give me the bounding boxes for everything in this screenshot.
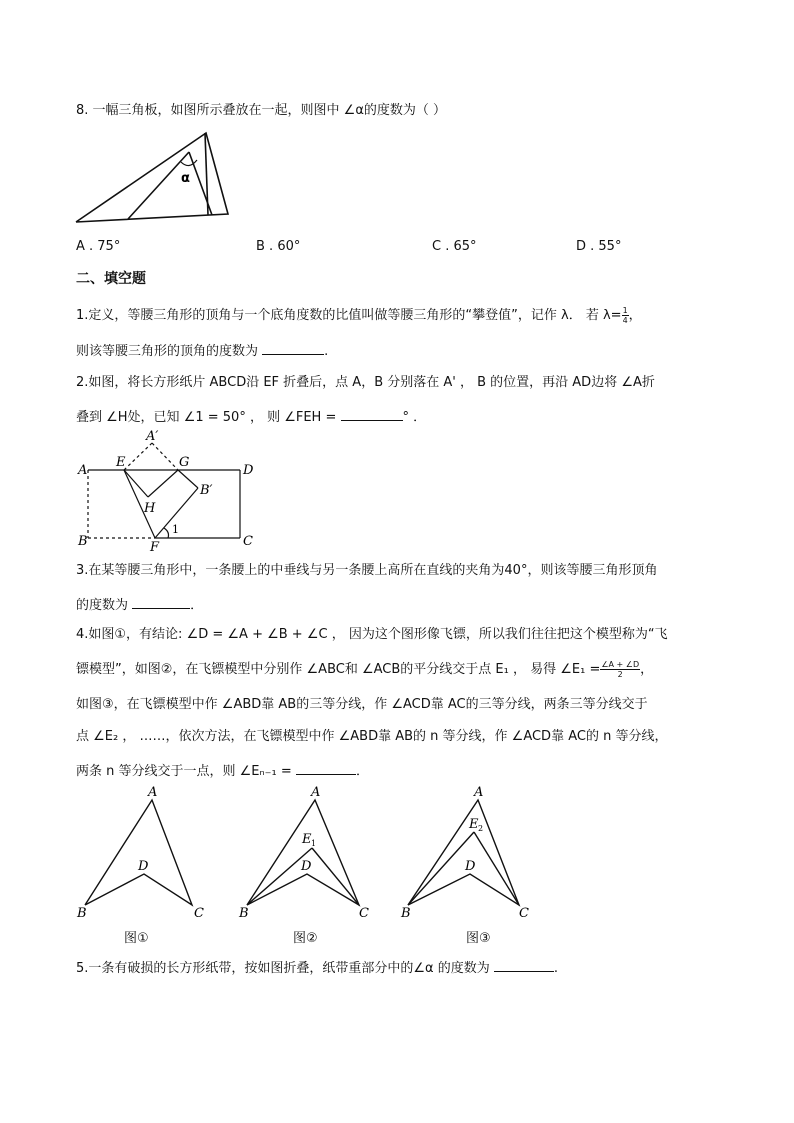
- p4-fig1-label-c: C: [194, 906, 204, 921]
- p2-label-angle-1: 1: [172, 523, 179, 536]
- q8-option-c: C . 65°: [432, 239, 477, 254]
- p1-line2-end: .: [324, 344, 329, 359]
- p4-caption-3: 图③: [466, 931, 491, 946]
- p4-line1: 4.如图①，有结论: ∠D = ∠A + ∠B + ∠C ， 因为这个图形像飞镖，所以我们往往把这个模型称为“飞: [76, 627, 668, 642]
- p4-fig2-label-b: B: [239, 906, 249, 921]
- p2-label-g: G: [179, 455, 190, 470]
- p4-line5-text: 两条 n 等分线交于一点，则 ∠Eₙ₋₁ =: [76, 764, 292, 779]
- p2-line2-end: ° ．: [402, 410, 427, 425]
- p4-line2-end: ，: [640, 662, 654, 677]
- p3-line1: 3.在某等腰三角形中，一条腰上的中垂线与另一条腰上高所在直线的夹角为40°，则该等腰三角形顶角: [76, 563, 658, 578]
- q8-text: 8. 一幅三角板，如图所示叠放在一起，则图中 ∠α的度数为（ ）: [76, 103, 447, 118]
- p4-fig2-label-e: E: [302, 832, 312, 847]
- p2-label-a: A: [78, 463, 88, 478]
- p4-fig3-dart: [408, 800, 519, 905]
- section-title: 二、填空题: [76, 271, 146, 287]
- p4-line4: 点 ∠E₂ ， ……，依次方法，在飞镖模型中作 ∠ABD靠 AB的 n 等分线，作 ∠ACD靠 AC的 n 等分线，: [76, 729, 668, 744]
- p4-caption-1: 图①: [124, 931, 149, 946]
- q8-option-d: D . 55°: [576, 239, 622, 254]
- p1-line1-text: 1.定义，等腰三角形的顶角与一个底角度数的比值叫做等腰三角形的“攀登值”，记作 λ． 若 λ=: [76, 308, 622, 323]
- p1-line2-text: 则该等腰三角形的顶角的度数为: [76, 344, 259, 359]
- p4-line3: 如图③，在飞镖模型中作 ∠ABD靠 AB的三等分线，作 ∠ACD靠 AC的三等分线，两条三等分线交于: [76, 697, 648, 712]
- p1-line1-end: ，: [628, 308, 642, 323]
- q8-option-b: B . 60°: [256, 239, 301, 254]
- p4-fig3-label-e-sub: 2: [478, 824, 484, 833]
- p2-label-b-prime: B′: [200, 483, 213, 498]
- p5-text: 5.一条有破损的长方形纸带，按如图折叠，纸带重部分中的∠α 的度数为: [76, 961, 490, 976]
- p4-fig3-label-d: D: [465, 859, 476, 874]
- p2-label-c: C: [243, 534, 253, 549]
- p4-fig3-label-e: E: [469, 817, 479, 832]
- p4-line5-end: ．: [355, 764, 369, 779]
- p5-line: [76, 957, 558, 978]
- p4-fig3-label-b: B: [401, 906, 411, 921]
- p4-fig2-label-d: D: [301, 859, 312, 874]
- p2-line1: 2.如图，将长方形纸片 ABCD沿 EF 折叠后，点 A，B 分别落在 A' ， B 的位置，再沿 AD边将 ∠A折: [76, 375, 655, 390]
- p4-fig3-label-a: A: [474, 785, 484, 800]
- p2-label-e: E: [116, 455, 126, 470]
- p4-fig2-label-c: C: [359, 906, 369, 921]
- p4-fig1-label-b: B: [77, 906, 87, 921]
- p1-frac-den: 4: [622, 316, 628, 325]
- p3-line2-text: 的度数为: [76, 598, 129, 613]
- p4-fig1-dart: [85, 800, 192, 905]
- p4-fig2-label-e-sub: 1: [311, 839, 317, 848]
- p4-line2-text: 镖模型”，如图②，在飞镖模型中分别作 ∠ABC和 ∠ACB的平分线交于点 E₁ ， 易得 ∠E₁ =: [76, 662, 601, 677]
- p2-label-h: H: [144, 501, 156, 516]
- p1-frac-num: 1: [622, 306, 628, 315]
- p4-fig2-label-a: A: [311, 785, 321, 800]
- p4-frac-den: 2: [617, 670, 623, 679]
- p2-line2-text: 叠到 ∠H处，已知 ∠1 = 50° ， 则 ∠FEH =: [76, 410, 337, 425]
- q8-option-a: A . 75°: [76, 239, 121, 254]
- p5-text-end: .: [553, 961, 559, 976]
- p4-fig2-dart: [247, 800, 359, 905]
- p2-label-d: D: [243, 463, 254, 478]
- p4-frac-num: ∠A + ∠D: [601, 660, 640, 669]
- p4-fig3-label-c: C: [519, 906, 529, 921]
- p4-caption-2: 图②: [293, 931, 318, 946]
- q8-alpha-label: α: [181, 171, 190, 186]
- p2-label-a-prime: A′: [146, 429, 159, 444]
- p2-label-b: B: [78, 534, 88, 549]
- p3-line2-end: ．: [190, 598, 204, 613]
- p2-label-f: F: [150, 540, 160, 555]
- p5-answer-blank[interactable]: [494, 957, 554, 972]
- p4-fig1-label-a: A: [148, 785, 158, 800]
- p4-fig1-label-d: D: [138, 859, 149, 874]
